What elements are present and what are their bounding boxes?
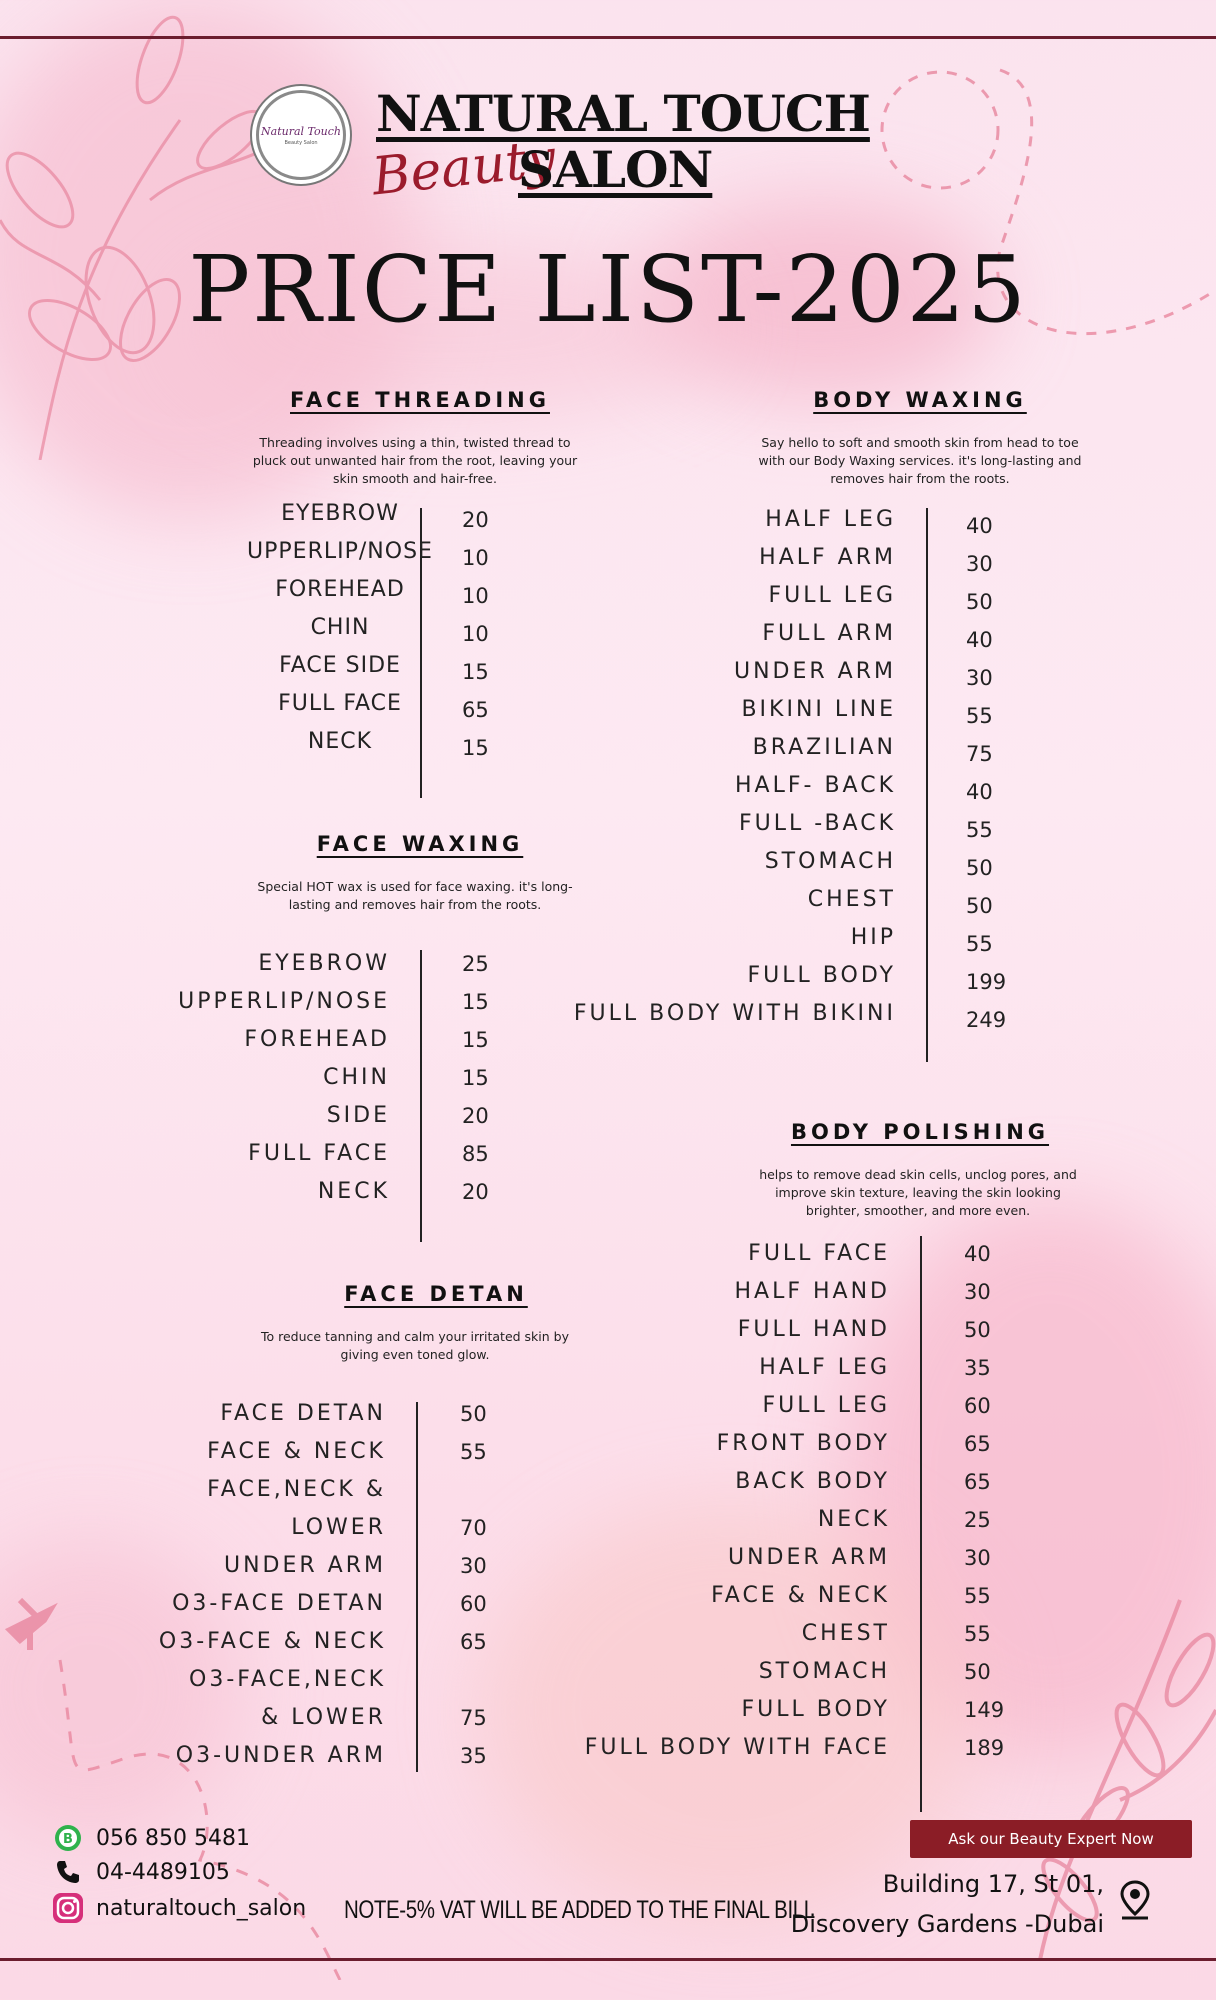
service-name: BIKINI LINE [741, 697, 896, 722]
service-price: 20 [462, 1104, 489, 1128]
service-name: UNDER ARM [224, 1553, 386, 1578]
logo-script: Natural Touch [261, 124, 341, 138]
section-desc-face-detan: To reduce tanning and calm your irritated skin by giving even toned glow. [260, 1329, 570, 1362]
brand-name-line2: SALON [518, 140, 713, 199]
service-price: 55 [964, 1584, 991, 1608]
service-name: FULL FACE [748, 1241, 890, 1266]
service-price: 35 [460, 1744, 487, 1768]
service-name: FACE & NECK [711, 1583, 890, 1608]
service-name: FULL -BACK [739, 811, 896, 836]
service-name: UNDER ARM [728, 1545, 890, 1570]
service-price: 65 [460, 1630, 487, 1654]
service-price: 60 [964, 1394, 991, 1418]
service-price: 10 [462, 622, 489, 646]
service-price: 40 [966, 514, 993, 538]
service-name: O3-FACE DETAN [172, 1591, 386, 1616]
service-name: HALF ARM [759, 545, 896, 570]
floral-decoration-top-left-icon [0, 0, 300, 460]
service-name: NECK [817, 1507, 890, 1532]
service-name: O3-FACE & NECK [158, 1629, 386, 1654]
service-price: 40 [966, 780, 993, 804]
phone-icon [52, 1856, 84, 1888]
service-price: 85 [462, 1142, 489, 1166]
service-name: CHIN [310, 615, 370, 640]
service-price: 25 [964, 1508, 991, 1532]
service-name: FULL LEG [768, 583, 896, 608]
service-price: 50 [460, 1402, 487, 1426]
divider-body-waxing [926, 508, 928, 1062]
service-price: 35 [964, 1356, 991, 1380]
service-price: 20 [462, 508, 489, 532]
service-name: FULL BODY WITH FACE [584, 1735, 890, 1760]
instagram-icon [52, 1892, 84, 1924]
service-name: FACE DETAN [220, 1401, 386, 1426]
service-name: FULL BODY WITH BIKINI [573, 1001, 896, 1026]
service-price: 65 [964, 1432, 991, 1456]
service-name: LOWER [291, 1515, 386, 1540]
service-price: 30 [966, 666, 993, 690]
service-price: 65 [462, 698, 489, 722]
service-name: UNDER ARM [734, 659, 896, 684]
service-price: 15 [462, 660, 489, 684]
service-price: 25 [462, 952, 489, 976]
service-name: FOREHEAD [275, 577, 405, 602]
section-heading-body-waxing: BODY WAXING [813, 388, 1027, 412]
service-name: NECK [317, 1179, 390, 1204]
service-name: EYEBROW [281, 501, 399, 526]
section-heading-face-threading: FACE THREADING [290, 388, 550, 412]
section-heading-body-polishing: BODY POLISHING [790, 1120, 1050, 1144]
address-line1: Building 17, St 01, [882, 1870, 1104, 1898]
service-price: 15 [462, 990, 489, 1014]
service-name: UPPERLIP/NOSE [247, 539, 433, 564]
service-name: FACE SIDE [279, 653, 401, 678]
service-name: FULL HAND [737, 1317, 890, 1342]
section-desc-face-waxing: Special HOT wax is used for face waxing. it's long-lasting and removes hair from the roots. [257, 879, 573, 912]
service-name: FULL BODY [741, 1697, 890, 1722]
service-name: FULL ARM [762, 621, 896, 646]
service-price: 75 [966, 742, 993, 766]
service-price: 199 [966, 970, 1007, 994]
service-name: UPPERLIP/NOSE [178, 989, 390, 1014]
service-price: 15 [462, 1028, 489, 1052]
page-title: PRICE LIST-2025 [188, 236, 1028, 343]
service-name: CHIN [323, 1065, 390, 1090]
ask-expert-button[interactable]: Ask our Beauty Expert Now [910, 1820, 1192, 1858]
service-price: 50 [964, 1660, 991, 1684]
service-price: 75 [460, 1706, 487, 1730]
service-price: 55 [460, 1440, 487, 1464]
service-price: 60 [460, 1592, 487, 1616]
service-price: 30 [966, 552, 993, 576]
service-price: 50 [964, 1318, 991, 1342]
service-price: 30 [460, 1554, 487, 1578]
logo-subtitle: Beauty Salon [284, 139, 318, 146]
service-price: 55 [966, 704, 993, 728]
divider-body-polishing [920, 1236, 922, 1812]
service-name: O3-UNDER ARM [175, 1743, 386, 1768]
instagram-handle: naturaltouch_salon [96, 1895, 307, 1921]
bottom-rule [0, 1958, 1216, 1961]
salon-logo [256, 90, 346, 180]
service-price: 70 [460, 1516, 487, 1540]
service-name: FOREHEAD [244, 1027, 390, 1052]
service-name: HALF LEG [759, 1355, 890, 1380]
service-name: BACK BODY [735, 1469, 890, 1494]
section-heading-face-waxing: FACE WAXING [316, 832, 524, 856]
svg-text:B: B [63, 1832, 73, 1847]
whatsapp-business-icon [52, 1822, 84, 1854]
service-price: 55 [964, 1622, 991, 1646]
service-price: 15 [462, 736, 489, 760]
service-price: 20 [462, 1180, 489, 1204]
section-desc-body-waxing: Say hello to soft and smooth skin from head to toe with our Body Waxing services. it's long-lasting and removes hair from the roots. [758, 435, 1082, 486]
service-price: 55 [966, 932, 993, 956]
service-name: FRONT BODY [716, 1431, 890, 1456]
service-name: BRAZILIAN [752, 735, 896, 760]
service-name: FULL LEG [762, 1393, 890, 1418]
whatsapp-contact[interactable] [52, 1822, 250, 1854]
service-price: 10 [462, 546, 489, 570]
service-name: & LOWER [261, 1705, 386, 1730]
divider-face-waxing [420, 950, 422, 1242]
service-name: FULL FACE [248, 1141, 390, 1166]
service-name: NECK [307, 729, 373, 754]
service-name: HALF HAND [734, 1279, 890, 1304]
service-name: EYEBROW [258, 951, 390, 976]
service-price: 50 [966, 590, 993, 614]
top-rule [0, 36, 1216, 39]
phone-number: 04-4489105 [96, 1859, 230, 1885]
address-line2: Discovery Gardens -Dubai [790, 1910, 1104, 1938]
instagram-contact[interactable] [52, 1892, 306, 1924]
section-desc-body-polishing: helps to remove dead skin cells, unclog pores, and improve skin texture, leaving the skin looking brighter, smoother, and more even. [759, 1167, 1077, 1218]
service-name: SIDE [326, 1103, 390, 1128]
service-price: 249 [966, 1008, 1007, 1032]
brand-name-line1: NATURAL TOUCH [376, 84, 870, 143]
service-name: CHEST [807, 887, 896, 912]
service-price: 55 [966, 818, 993, 842]
service-name: STOMACH [764, 849, 896, 874]
service-name: CHEST [801, 1621, 890, 1646]
service-price: 189 [964, 1736, 1005, 1760]
service-price: 50 [966, 894, 993, 918]
service-price: 30 [964, 1546, 991, 1570]
location-pin-icon[interactable] [1118, 1880, 1152, 1924]
service-name: FACE,NECK & [207, 1477, 386, 1502]
service-price: 10 [462, 584, 489, 608]
service-name: HALF LEG [765, 507, 896, 532]
service-name: STOMACH [758, 1659, 890, 1684]
service-price: 65 [964, 1470, 991, 1494]
service-name: FULL FACE [278, 691, 402, 716]
service-price: 50 [966, 856, 993, 880]
service-price: 40 [966, 628, 993, 652]
service-price: 15 [462, 1066, 489, 1090]
service-name: HIP [850, 925, 896, 950]
service-name: HALF- BACK [735, 773, 896, 798]
divider-face-detan [416, 1402, 418, 1772]
service-price: 40 [964, 1242, 991, 1266]
service-name: O3-FACE,NECK [189, 1667, 386, 1692]
whatsapp-number: 056 850 5481 [96, 1825, 250, 1851]
service-name: FULL BODY [747, 963, 896, 988]
section-heading-face-detan: FACE DETAN [344, 1282, 528, 1306]
service-price: 30 [964, 1280, 991, 1304]
section-desc-face-threading: Threading involves using a thin, twisted thread to pluck out unwanted hair from the root, leaving your skin smooth and hair-free. [252, 435, 578, 486]
service-name: FACE & NECK [207, 1439, 386, 1464]
brand-script: Beauty [369, 128, 559, 208]
service-price: 149 [964, 1698, 1005, 1722]
vat-note: NOTE-5% VAT WILL BE ADDED TO THE FINAL BILL [344, 1896, 815, 1924]
phone-contact[interactable] [52, 1856, 230, 1888]
